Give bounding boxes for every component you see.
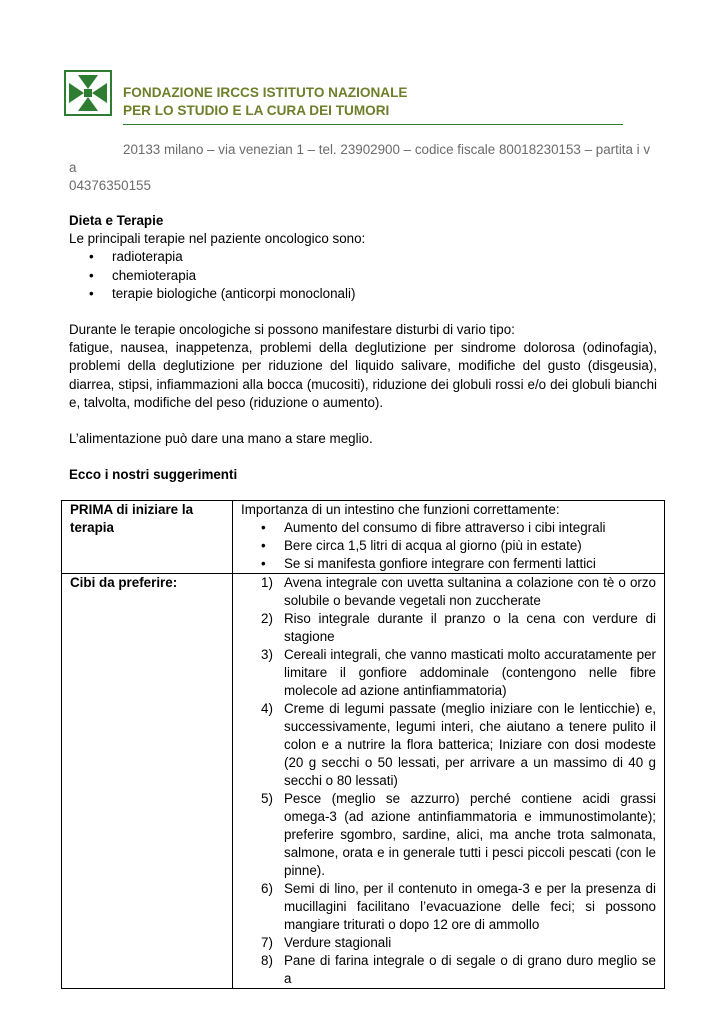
list-item: 4) Creme di legumi passate (meglio iniziare con le lenticchie) e, successivamente, legumi interi, che aiutano a tenere pulito il colon e a nutrire la flora batterica; Iniziare con dosi modeste (20 g secchi o 50 lessati, per arrivare a un massimo di 40 g secchi o 80 lessati): [261, 701, 656, 788]
list-item: • terapie biologiche (anticorpi monoclonali): [89, 285, 657, 303]
list-item: 6) Semi di lino, per il contenuto in omega-3 e per la presenza di mucillagini facilitano l’evacuazione delle feci; si possono mangiare triturati o dopo 12 ore di ammollo: [261, 881, 656, 932]
row-label: PRIMA di iniziare la terapia: [62, 501, 233, 574]
disorders-intro: Durante le terapie oncologiche si possono manifestare disturbi di vario tipo:: [69, 322, 515, 338]
org-line-1: FONDAZIONE IRCCS ISTITUTO NAZIONALE: [123, 85, 408, 100]
food-list: [241, 574, 656, 988]
organization-name: [123, 84, 623, 120]
list-item: 8) Pane di farina integrale o di segale o di grano duro meglio se a: [261, 953, 656, 986]
list-item: • Aumento del consumo di fibre attraverso i cibi integrali: [261, 519, 656, 537]
cross-arrows-logo-icon: [64, 70, 112, 116]
address-line-2: 04376350155: [69, 178, 151, 193]
nutrition-line: L’alimentazione può dare una mano a stare meglio.: [69, 431, 373, 447]
row-intro: Importanza di un intestino che funzioni correttamente:: [241, 502, 560, 517]
list-item: • Se si manifesta gonfiore integrare con fermenti lattici: [261, 555, 656, 573]
row-content: [233, 574, 665, 989]
table-row: [62, 501, 665, 574]
list-item: 2) Riso integrale durante il pranzo o la cena con verdure di stagione: [261, 611, 656, 644]
intro-text: Le principali terapie nel paziente oncologico sono:: [69, 231, 366, 247]
therapy-list: [69, 248, 657, 303]
suggestions-heading: Ecco i nostri suggerimenti: [69, 467, 238, 483]
list-item: • radioterapia: [89, 248, 657, 266]
row-content: [233, 501, 665, 574]
list-item: 7) Verdure stagionali: [261, 935, 392, 950]
list-item: • Bere circa 1,5 litri di acqua al giorno (più in estate): [261, 537, 656, 555]
org-line-2: PER LO STUDIO E LA CURA DEI TUMORI: [123, 103, 390, 118]
list-item: 1) Avena integrale con uvetta sultanina a colazione con tè o orzo solubile o bevande vegetali non zuccherate: [261, 575, 656, 608]
table-row: [62, 574, 665, 989]
document-body: [69, 212, 657, 484]
list-item: 5) Pesce (meglio se azzurro) perché contiene acidi grassi omega-3 (ad azione antinfiammatoria e immunostimolante); preferire sgombro, sardine, alici, ma anche trota salmonata, salmone, orata e in generale tutti i pesci piccoli pescati (con le pinne).: [261, 791, 656, 878]
header-divider: [123, 124, 623, 125]
section-heading: Dieta e Terapie: [69, 213, 164, 228]
suggestions-table: [61, 500, 665, 989]
row-label: Cibi da preferire:: [62, 574, 233, 989]
list-item: • chemioterapia: [89, 267, 657, 285]
address-block: [69, 141, 659, 195]
list-item: 3) Cereali integrali, che vanno masticati molto accuratamente per limitare il gonfiore addominale (contengono nelle fibre molecole ad azione antinfiammatoria): [261, 647, 656, 698]
disorders-text: fatigue, nausea, inappetenza, problemi della deglutizione per sindrome dolorosa (odinofagia), problemi della deglutizione per riduzione del liquido salivare, modifiche del gusto (disgeusia), diarrea, stipsi, infiammazioni alla bocca (mucositi), riduzione dei globuli rossi e/o dei globuli bianchi e, talvolta, modifiche del peso (riduzione o aumento).: [69, 340, 657, 410]
address-line-1: 20133 milano – via venezian 1 – tel. 23902900 – codice fiscale 80018230153 – partita i v a: [69, 142, 651, 175]
intestine-list: [241, 519, 656, 573]
